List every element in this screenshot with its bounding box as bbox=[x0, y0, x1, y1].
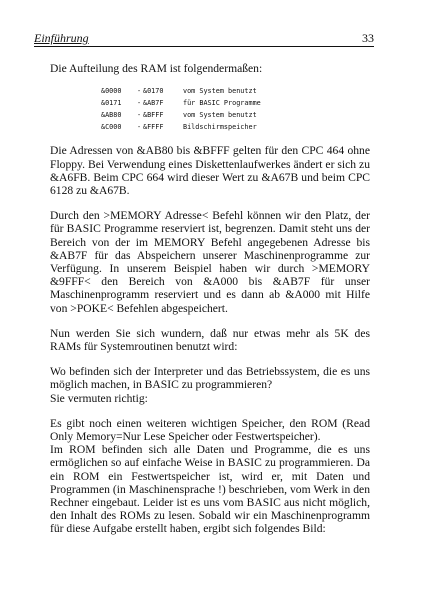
body-paragraph: Wo befinden sich der Interpreter und das Betriebssystem, die es uns möglich machen, in BASIC zu programmieren? bbox=[50, 365, 370, 392]
range-description: für BASIC Programme bbox=[183, 99, 261, 107]
body-paragraph: Nun werden Sie sich wundern, daß nur etwas mehr als 5K des RAMs für Systemroutinen benutzt wird: bbox=[50, 326, 370, 354]
memory-map-row bbox=[101, 122, 261, 134]
intro-paragraph: Die Aufteilung des RAM ist folgendermaßen: bbox=[50, 62, 263, 75]
memory-map-row bbox=[101, 98, 261, 110]
body-paragraph: Es gibt noch einen weiteren wichtigen Speicher, den ROM (Read Only Memory=Nur Lese Speicher oder Festwertspeicher). bbox=[50, 416, 370, 444]
memory-map-row bbox=[101, 86, 261, 98]
memory-map-table bbox=[101, 86, 261, 133]
body-paragraph: Sie vermuten richtig: bbox=[50, 391, 148, 405]
range-description: Bildschirmspeicher bbox=[183, 122, 257, 131]
range-start: &C000 bbox=[101, 122, 122, 131]
range-separator: - bbox=[136, 87, 142, 96]
memory-map-row bbox=[101, 110, 261, 122]
range-start: &0171 bbox=[101, 99, 122, 107]
page-header bbox=[34, 32, 374, 47]
page-number: 33 bbox=[362, 31, 374, 45]
range-end: &BFFF bbox=[143, 110, 164, 119]
body-paragraph: Im ROM befinden sich alle Daten und Programme, die es uns ermöglichen so auf einfache Weise in BASIC zu programmieren. Da ein ROM ein Festwertspeicher ist, wird er, mit Daten und Programmen (in Maschinensprache !) beschrieben, vom Werk in den Rechner eingebaut. Leider ist es uns vom BASIC aus nicht möglich, den Inhalt des ROMs zu lesen. Sobald wir ein Maschinenprogramm für diese Aufgabe erstellt haben, ergibt sich folgendes Bild: bbox=[50, 443, 370, 536]
body-paragraph: Die Adressen von &AB80 bis &BFFF gelten für den CPC 464 ohne Floppy. Bei Verwendung eines Diskettenlaufwerkes ändert er sich zu &A6FB. Beim CPC 664 wird dieser Wert zu &A67B und beim CPC 6128 zu &A67B. bbox=[50, 144, 370, 197]
range-separator: - bbox=[136, 99, 142, 107]
range-start: &0000 bbox=[101, 87, 122, 96]
range-description: vom System benutzt bbox=[183, 110, 257, 119]
range-end: &FFFF bbox=[143, 122, 164, 131]
chapter-title: Einführung bbox=[34, 31, 89, 45]
range-start: &AB80 bbox=[101, 110, 122, 119]
page-body bbox=[50, 62, 370, 536]
range-separator: - bbox=[136, 110, 142, 119]
range-description: vom System benutzt bbox=[183, 87, 257, 96]
body-paragraph: Durch den >MEMORY Adresse< Befehl können wir den Platz, der für BASIC Programme reserviert ist, begrenzen. Damit steht uns der Bereich von der im MEMORY Befehl angegebenen Adresse bis &AB7F für das Abspeichern unserer Maschinenprogramme zur Verfügung. In unserem Beispiel haben wir durch >MEMORY &9FFF< den Bereich von &A000 bis &AB7F für unser Maschinenprogramm reserviert und es dann ab &A000 mit Hilfe von >POKE< Befehlen abgespeichert. bbox=[50, 209, 370, 315]
range-end: &AB7F bbox=[143, 99, 164, 107]
range-end: &0170 bbox=[143, 87, 164, 96]
range-separator: - bbox=[136, 122, 142, 131]
